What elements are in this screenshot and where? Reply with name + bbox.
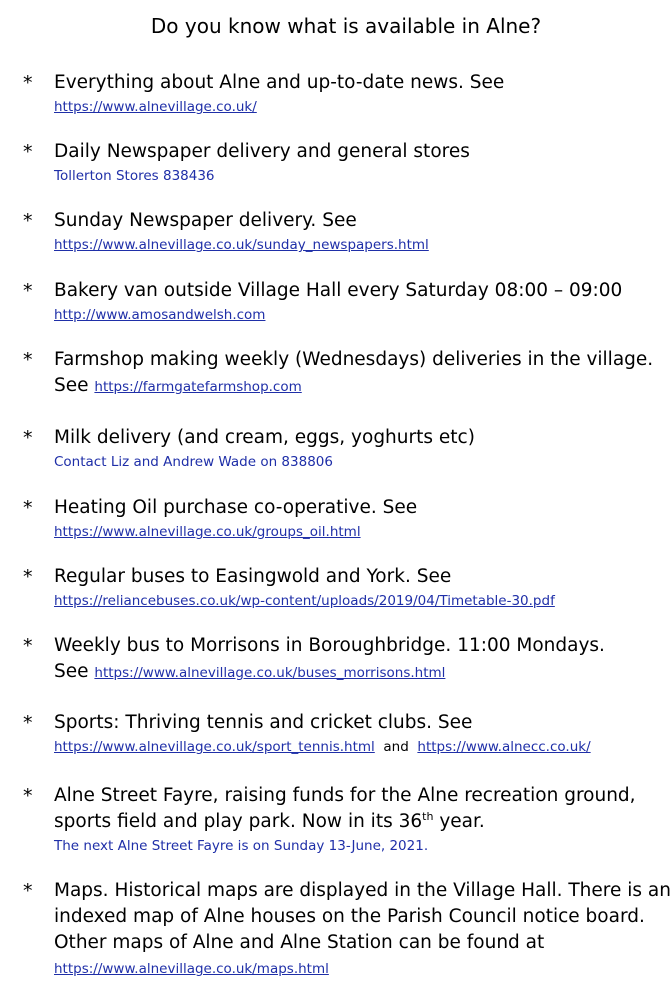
item-text: Milk delivery (and cream, eggs, yoghurts etc) — [54, 427, 475, 448]
bullet: * — [23, 785, 33, 807]
item-text: Sports: Thriving tennis and cricket clubs. See — [54, 712, 473, 733]
bullet: * — [23, 497, 33, 519]
item-text: Weekly bus to Morrisons in Boroughbridge. 11:00 Mondays. — [54, 635, 605, 656]
bullet: * — [23, 349, 33, 371]
item-text: Bakery van outside Village Hall every Saturday 08:00 – 09:00 — [54, 280, 623, 301]
bullet: * — [23, 72, 33, 94]
bullet: * — [23, 141, 33, 163]
item-text: Maps. Historical maps are displayed in the Village Hall. There is an — [54, 880, 671, 901]
bullet: * — [23, 427, 33, 449]
item-text: Farmshop making weekly (Wednesdays) deliveries in the village. — [54, 349, 654, 370]
tennis-link[interactable]: https://www.alnevillage.co.uk/sport_tennis.html — [54, 739, 375, 755]
see-label: See — [54, 661, 89, 682]
and-label: and — [383, 739, 409, 755]
item-text: Alne Street Fayre, raising funds for the Alne recreation ground, — [54, 785, 636, 806]
contact-text: Contact Liz and Andrew Wade on 838806 — [54, 454, 333, 470]
item-text: Sunday Newspaper delivery. See — [54, 210, 357, 231]
morrisons-bus-link[interactable]: https://www.alnevillage.co.uk/buses_morrisons.html — [94, 665, 446, 681]
item-text-line3: Other maps of Alne and Alne Station can be found at — [54, 932, 545, 953]
item-text: Everything about Alne and up-to-date news. See — [54, 72, 505, 93]
bullet: * — [23, 880, 33, 902]
ordinal-suffix: th — [422, 809, 434, 823]
heating-oil-link[interactable]: https://www.alnevillage.co.uk/groups_oil.html — [54, 524, 361, 540]
bus-timetable-link[interactable]: https://reliancebuses.co.uk/wp-content/uploads/2019/04/Timetable-30.pdf — [54, 593, 555, 609]
item-text: Daily Newspaper delivery and general stores — [54, 141, 470, 162]
bullet: * — [23, 280, 33, 302]
page-title: Do you know what is available in Alne? — [150, 14, 542, 38]
bakery-link[interactable]: http://www.amosandwelsh.com — [54, 307, 266, 323]
contact-text: Tollerton Stores 838436 — [54, 168, 215, 184]
website-link[interactable]: https://www.alnevillage.co.uk/ — [54, 99, 257, 115]
item-text: Regular buses to Easingwold and York. See — [54, 566, 452, 587]
bullet: * — [23, 566, 33, 588]
item-text-line2: sports field and play park. Now in its 36 — [54, 811, 423, 832]
sunday-newspapers-link[interactable]: https://www.alnevillage.co.uk/sunday_newspapers.html — [54, 237, 429, 253]
item-text: Heating Oil purchase co-operative. See — [54, 497, 418, 518]
maps-link[interactable]: https://www.alnevillage.co.uk/maps.html — [54, 961, 329, 977]
bullet: * — [23, 635, 33, 657]
farmshop-link[interactable]: https://farmgatefarmshop.com — [94, 379, 302, 395]
fayre-date-note: The next Alne Street Fayre is on Sunday 13-June, 2021. — [54, 838, 429, 854]
bullet: * — [23, 210, 33, 232]
cricket-link[interactable]: https://www.alnecc.co.uk/ — [417, 739, 591, 755]
see-label: See — [54, 375, 89, 396]
item-text-line2-end: year. — [433, 811, 485, 832]
item-text-line2: indexed map of Alne houses on the Parish Council notice board. — [54, 906, 645, 927]
bullet: * — [23, 712, 33, 734]
